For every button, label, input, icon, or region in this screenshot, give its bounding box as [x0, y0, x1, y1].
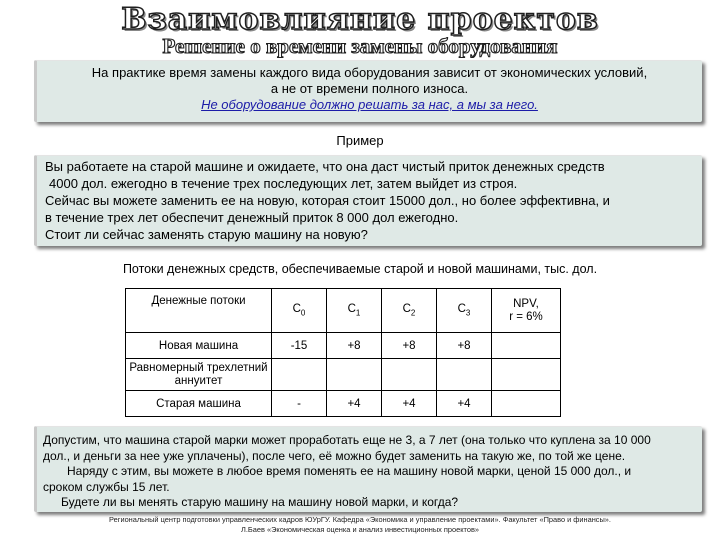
row-label: Равномерный трехлетний аннуитет — [126, 359, 272, 391]
row-c2: +8 — [382, 333, 437, 359]
slide-title: Взаимовлияние проектов — [121, 2, 599, 37]
header-c2: $C_2$ — [382, 289, 437, 333]
row-c1: +4 — [327, 391, 382, 417]
header-c0: $C_0$ — [272, 289, 327, 333]
table-row — [126, 359, 561, 391]
header-cash-flows: Денежные потоки — [126, 289, 272, 333]
example-line-1: Вы работаете на старой машине и ожидаете, что она даст чистый приток денежных средств — [45, 159, 605, 174]
row-c3 — [437, 359, 492, 391]
row-npv — [492, 333, 561, 359]
flows-table-caption: Потоки денежных средств, обеспечиваемые старой и новой машинами, тыс. дол. — [122, 262, 598, 276]
cash-flows-table — [125, 288, 561, 417]
example-text-box — [34, 155, 702, 246]
footer-line-2: Л.Баев «Экономическая оценка и анализ инвестиционных проектов» — [241, 525, 479, 534]
row-c3: +4 — [437, 391, 492, 417]
footer-line-1: Региональный центр подготовки управленческих кадров ЮУрГУ. Кафедра «Экономика и управление проектами». Факультет «Право и финансы». — [109, 515, 611, 524]
row-c2: +4 — [382, 391, 437, 417]
row-c1: +8 — [327, 333, 382, 359]
row-c3: +8 — [437, 333, 492, 359]
conclusion-line-1: Допустим, что машина старой марки может проработать еще не 3, а 7 лет (она только что куплена за 10 000 — [43, 433, 651, 447]
row-label: Старая машина — [126, 391, 272, 417]
example-line-3: Сейчас вы можете заменить ее на новую, которая стоит 15000 дол., но более эффективна, и — [45, 193, 610, 208]
example-line-4: в течение трех лет обеспечит денежный приток 8 000 дол ежегодно. — [45, 210, 459, 225]
practice-note-box — [34, 60, 702, 122]
row-npv — [492, 391, 561, 417]
conclusion-line-4: сроком службы 15 лет. — [43, 479, 170, 494]
header-npv: NPV, r = 6% — [492, 289, 561, 333]
row-c0: -15 — [272, 333, 327, 359]
conclusion-line-5: Будете ли вы менять старую машину на машину новой марки, и когда? — [61, 495, 459, 509]
header-c1: $C_1$ — [327, 289, 382, 333]
row-label: Новая машина — [126, 333, 272, 359]
row-npv — [492, 359, 561, 391]
conclusion-text-box — [34, 426, 702, 512]
table-header-row — [126, 289, 561, 333]
practice-line-2: а не от времени полного износа. — [270, 81, 469, 96]
example-line-5: Стоит ли сейчас заменять старую машину на новую? — [45, 227, 368, 242]
row-c0: - — [272, 391, 327, 417]
practice-line-1: На практике время замены каждого вида оборудования зависит от экономических условий, — [91, 65, 648, 80]
example-line-2: 4000 дол. ежегодно в течение трех последующих лет, затем выйдет из строя. — [49, 176, 518, 191]
table-row — [126, 333, 561, 359]
row-c2 — [382, 359, 437, 391]
header-c3: $C_3$ — [437, 289, 492, 333]
example-label: Пример — [336, 133, 384, 148]
footer-credits — [0, 515, 720, 535]
row-c1 — [327, 359, 382, 391]
row-c0 — [272, 359, 327, 391]
conclusion-line-3: Наряду с этим, вы можете в любое время поменять ее на машину новой марки, ценой 15 000 дол., и — [67, 464, 632, 478]
conclusion-line-2: дол., и деньги за нее уже уплачены), после чего, её можно будет заменить на такую же, по той же цене. — [43, 448, 626, 463]
table-row — [126, 391, 561, 417]
slide-subtitle: Решение о времени замены оборудования — [162, 34, 558, 58]
practice-emphasis-line: Не оборудование должно решать за нас, а мы за него. — [201, 97, 538, 112]
